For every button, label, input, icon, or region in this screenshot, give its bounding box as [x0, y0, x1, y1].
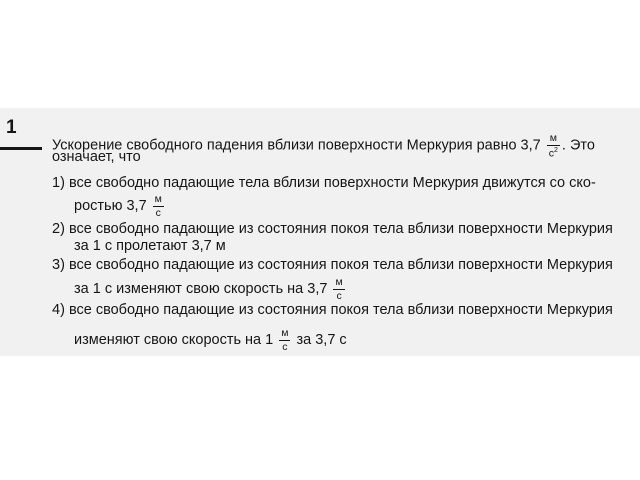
option-1-unit-fraction [153, 194, 164, 218]
option-3-line2 [74, 277, 347, 301]
stem-text-end: . Это [561, 137, 595, 154]
stem-unit-fraction [547, 133, 560, 159]
question-stem-line2: означает, что [52, 149, 141, 165]
option-1-line2 [74, 194, 166, 218]
stem-unit-numerator: м [547, 133, 560, 146]
option-4-text: все свободно падающие из состояния покоя тела вблизи поверхности Меркурия [68, 302, 613, 318]
option-4-unit-numerator: м [281, 327, 289, 339]
option-3-unit-fraction [333, 277, 344, 301]
option-1-unit-denominator: с [155, 206, 161, 219]
option-4-unit-denominator: с [282, 340, 288, 353]
option-3-unit-denominator: с [336, 289, 342, 302]
option-3-line1 [52, 258, 613, 273]
option-2-text: все свободно падающие из состояния покоя тела вблизи поверхности Меркурия [68, 221, 613, 237]
option-3-label: 3) [52, 257, 65, 273]
option-4-text-cont: изменяют свою скорость на 1 [74, 331, 274, 348]
option-2-line2: за 1 с пролетают 3,7 м [74, 238, 226, 254]
option-2-line1 [52, 222, 613, 237]
option-4-line1 [52, 303, 613, 318]
stem-text: Ускорение свободного падения вблизи поверхности Меркурия равно 3,7 [52, 137, 541, 154]
option-1-label: 1) [52, 175, 65, 191]
option-4-unit-fraction [279, 328, 290, 352]
option-3-unit-numerator: м [335, 276, 343, 288]
stem-unit-exponent: 2 [554, 146, 558, 154]
stem-unit-denominator: $с^2$ [548, 146, 558, 159]
option-2-label: 2) [52, 221, 65, 237]
option-3-text: все свободно падающие из состояния покоя тела вблизи поверхности Меркурия [68, 257, 613, 273]
option-4-label: 4) [52, 302, 65, 318]
option-1-line1 [52, 176, 596, 191]
option-1-text-cont: ростью 3,7 [74, 197, 147, 214]
question-number: 1 [6, 117, 17, 138]
option-4-line2 [74, 328, 347, 352]
option-1-unit-numerator: м [154, 193, 162, 205]
option-3-text-cont: за 1 с изменяют свою скорость на 3,7 [74, 280, 328, 297]
option-1-text: все свободно падающие тела вблизи поверхности Меркурия движутся со ско- [68, 175, 596, 191]
option-4-text-end: за 3,7 с [296, 331, 347, 348]
question-number-underline [0, 147, 42, 150]
